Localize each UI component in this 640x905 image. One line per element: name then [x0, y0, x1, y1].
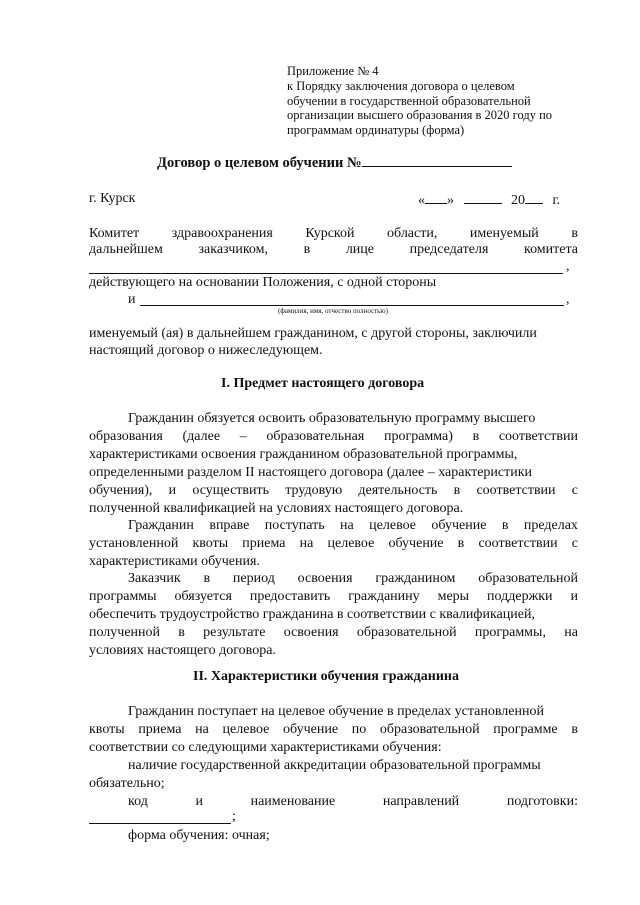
- word: в: [457, 536, 465, 551]
- word: предоставить: [249, 589, 331, 604]
- citizen-line: именуемый (ая) в дальнейшем гражданином, с другой стороны, заключили: [89, 326, 537, 341]
- word: поддержки: [487, 589, 553, 604]
- section-1-heading: I. Предмет настоящего договора: [221, 376, 425, 391]
- paragraph-line: [89, 535, 578, 553]
- word: (далее: [182, 429, 221, 444]
- basis-line: действующего на основании Положения, с одной стороны: [89, 275, 437, 290]
- word: образования: [89, 429, 163, 444]
- word: вправе: [209, 518, 250, 533]
- word: Курской: [305, 226, 355, 241]
- word: Комитет: [89, 226, 140, 241]
- word: целевое: [222, 722, 270, 737]
- paragraph-line: [89, 588, 578, 606]
- word: целевое: [327, 536, 375, 551]
- word: приема: [242, 536, 286, 551]
- word: и: [168, 483, 177, 498]
- word: именуемый: [469, 226, 539, 241]
- semicolon: ;: [232, 809, 236, 824]
- word: освоения: [297, 571, 353, 586]
- word: квоты: [89, 722, 125, 737]
- word: здравоохранения: [171, 226, 273, 241]
- date-open-quote: «: [418, 193, 425, 208]
- word: образовательной: [356, 625, 457, 640]
- word: образовательной: [379, 722, 480, 737]
- word: обучение: [388, 536, 444, 551]
- word: установленной: [89, 536, 179, 551]
- paragraph-line: [89, 721, 578, 739]
- word: гражданином: [375, 571, 456, 586]
- word: результате: [203, 625, 266, 640]
- word: Заказчик: [128, 571, 181, 586]
- word: подготовки:: [506, 794, 578, 809]
- word: в: [501, 518, 509, 533]
- word: соответствии: [498, 429, 578, 444]
- word: в: [453, 483, 461, 498]
- paragraph-line: [89, 464, 578, 482]
- accreditation-line: наличие государственной аккредитации образовательной программы: [128, 758, 541, 773]
- paragraph-line: [89, 624, 578, 642]
- fio-caption: (фамилия, имя, отчество полностью): [278, 307, 388, 315]
- paragraph-line: [128, 570, 578, 588]
- paragraph-line: [128, 410, 578, 428]
- word: лице: [345, 242, 374, 257]
- word: образовательная: [266, 429, 365, 444]
- word: и: [195, 794, 203, 809]
- word: характеристиками освоения гражданином образовательной программы,: [89, 447, 518, 462]
- word: в: [303, 242, 311, 257]
- paragraph-line-last: условиях настоящего договора.: [89, 643, 276, 658]
- word: определенными разделом II настоящего договора (далее – характеристики: [89, 465, 533, 480]
- word: гражданину: [348, 589, 420, 604]
- word: с: [571, 536, 578, 551]
- word: комитета: [523, 242, 578, 257]
- paragraph-line: [89, 606, 578, 624]
- word: в: [571, 722, 578, 737]
- word: обучение: [431, 518, 487, 533]
- word: период: [232, 571, 275, 586]
- word: образовательной: [478, 571, 578, 586]
- form-of-study: форма обучения: очная;: [128, 828, 270, 843]
- section-2-heading: II. Характеристики обучения гражданина: [193, 669, 459, 684]
- word: Гражданин: [128, 518, 194, 533]
- word: наименование: [250, 794, 336, 809]
- contract-number-blank: [362, 153, 512, 167]
- paragraph-line-last: соответствии со следующими характеристиками обучения:: [89, 740, 442, 755]
- word: в: [571, 226, 578, 241]
- date-close-quote: »: [447, 193, 454, 208]
- place: г. Курск: [89, 191, 136, 206]
- word: соответствии: [476, 483, 556, 498]
- word: в: [178, 625, 185, 640]
- word: на: [340, 518, 354, 533]
- year-prefix: 20: [511, 193, 525, 208]
- word: освоения: [283, 625, 339, 640]
- paragraph-line: [89, 482, 578, 500]
- word: обучение: [283, 722, 339, 737]
- word: приема: [138, 722, 182, 737]
- word: области,: [387, 226, 438, 241]
- paragraph-line-last: полученной квалификацией на условиях настоящего договора.: [89, 501, 464, 516]
- word: деятельность: [358, 483, 438, 498]
- citizen-name-blank-line: [140, 305, 564, 306]
- comma: ,: [566, 259, 570, 274]
- word: на: [195, 722, 209, 737]
- word: дальнейшем: [89, 242, 163, 257]
- parties-line-2: [89, 241, 578, 259]
- specialty-blank-line: [89, 823, 231, 824]
- appendix-line: организации высшего образования в 2020 году по: [287, 108, 553, 122]
- paragraph-line: [89, 446, 578, 464]
- word: пределах: [523, 518, 578, 533]
- word: в: [472, 429, 480, 444]
- word: квоты: [192, 536, 229, 551]
- word: программы: [89, 589, 157, 604]
- word: по: [351, 722, 367, 737]
- word: обучения),: [89, 483, 153, 498]
- word: трудовую: [285, 483, 343, 498]
- word: программы,: [474, 625, 546, 640]
- word: меры: [437, 589, 470, 604]
- word: на: [299, 536, 314, 551]
- word: программе: [493, 722, 558, 737]
- word: в: [203, 571, 211, 586]
- year-blank: [525, 190, 543, 204]
- word: соответствии: [478, 536, 558, 551]
- citizen-line: настоящий договор о нижеследующем.: [89, 343, 323, 358]
- code-line: [128, 793, 578, 811]
- paragraph-line-last: характеристиками обучения.: [89, 554, 260, 569]
- day-blank: [425, 190, 447, 204]
- word: заказчиком,: [198, 242, 268, 257]
- appendix-line: обучении в государственной образовательной: [287, 94, 531, 108]
- word: на: [564, 625, 578, 640]
- and-label: и: [128, 292, 136, 307]
- word: Гражданин обязуется освоить образовательную программу высшего: [128, 411, 536, 426]
- month-blank: [464, 190, 502, 204]
- word: поступать: [264, 518, 325, 533]
- word: направлений: [382, 794, 460, 809]
- date-line: [418, 190, 560, 210]
- title-text: Договор о целевом обучении №: [157, 155, 362, 171]
- word: полученной: [89, 625, 161, 640]
- word: обязуется: [174, 589, 232, 604]
- appendix-line: программам ординатуры (форма): [287, 123, 465, 137]
- word: обеспечить трудоустройство гражданина в соответствии с квалификацией,: [89, 607, 535, 622]
- word: с: [571, 483, 578, 498]
- appendix-line: Приложение № 4: [287, 64, 379, 78]
- paragraph-line: [89, 428, 578, 446]
- word: программа): [383, 429, 453, 444]
- year-suffix: г.: [552, 193, 561, 208]
- paragraph-line: [128, 517, 578, 535]
- word: Гражданин поступает на целевое обучение в пределах установленной: [128, 704, 544, 719]
- word: код: [128, 794, 148, 809]
- word: осуществить: [192, 483, 270, 498]
- word: председателя: [409, 242, 489, 257]
- paragraph-line: [128, 703, 578, 721]
- word: целевое: [369, 518, 416, 533]
- word: и: [570, 589, 578, 604]
- word: –: [239, 429, 247, 444]
- comma: ,: [566, 292, 570, 307]
- accreditation-line: обязательно;: [89, 776, 165, 791]
- document-title: [157, 153, 512, 172]
- appendix-line: к Порядку заключения договора о целевом: [287, 79, 515, 93]
